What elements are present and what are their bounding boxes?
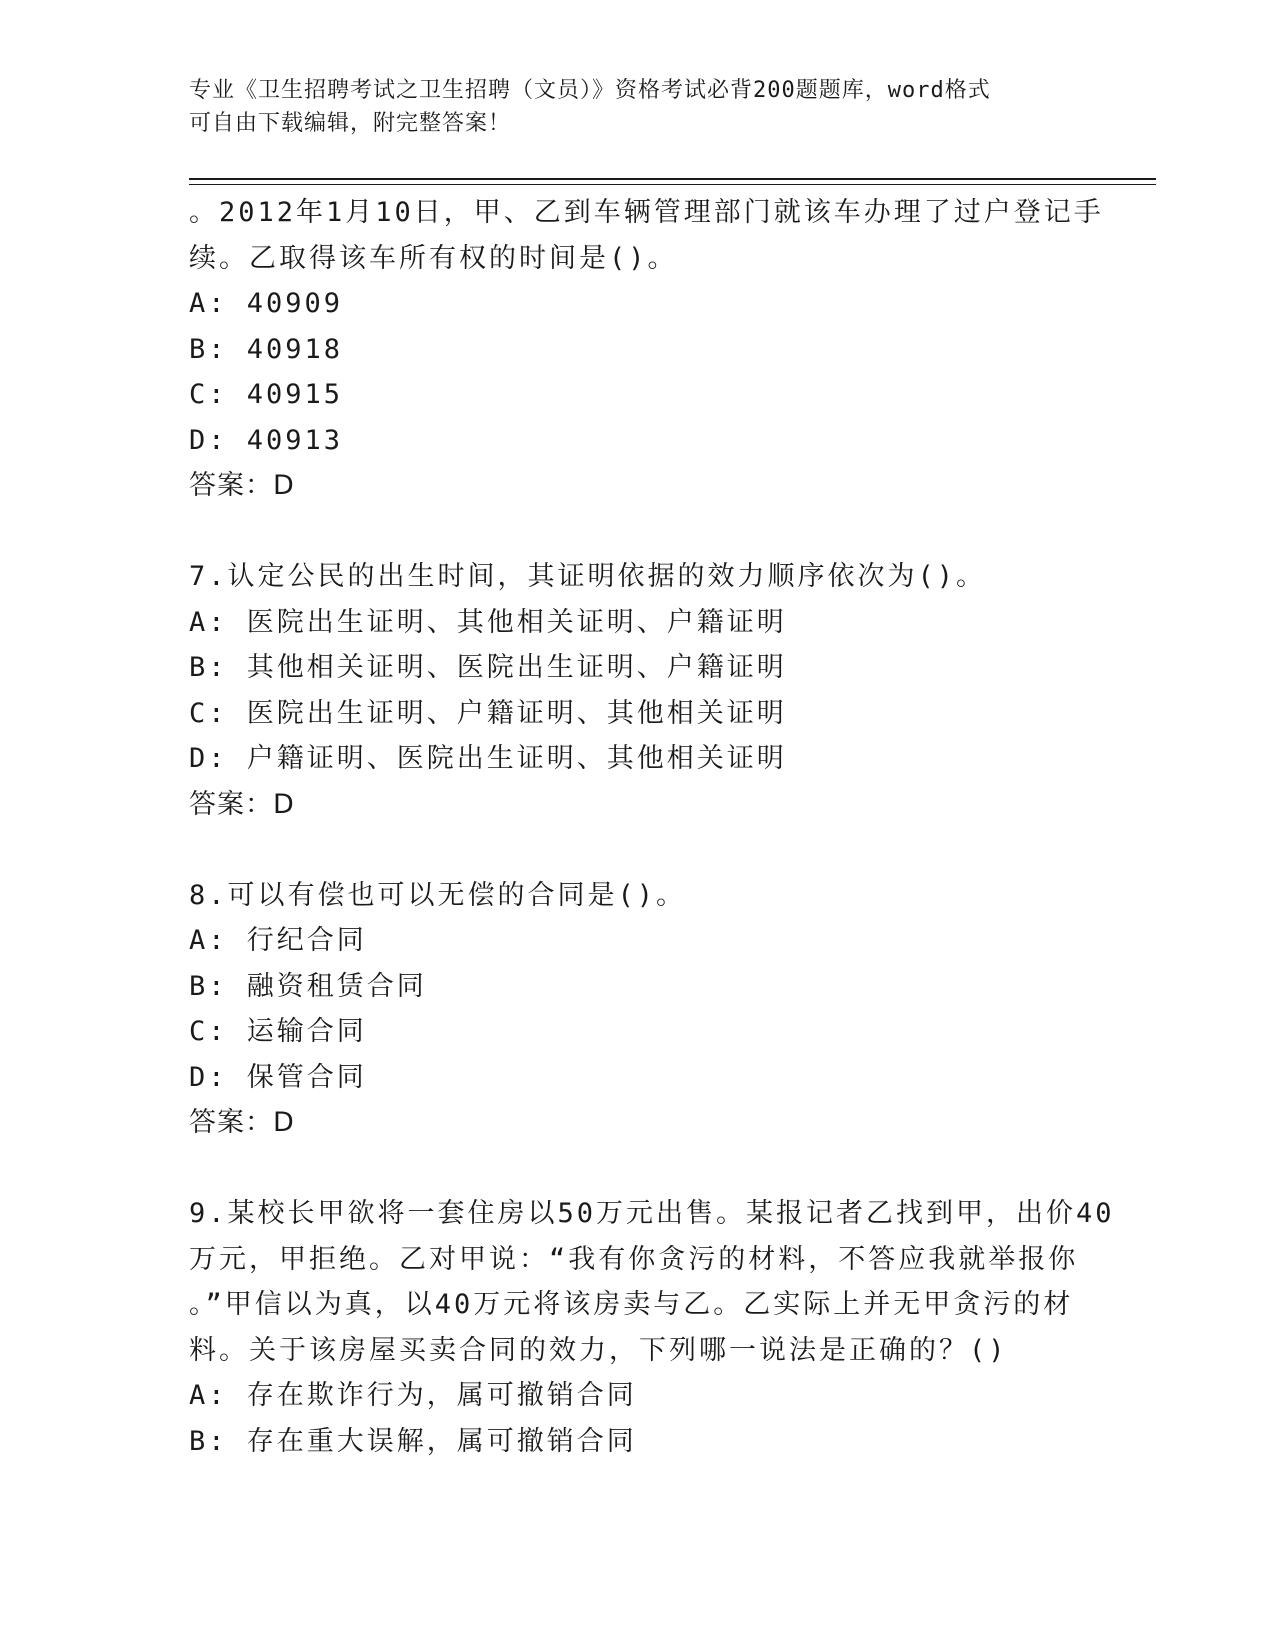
question-7 bbox=[189, 554, 1089, 827]
question-6 bbox=[189, 190, 1104, 509]
option-b: B: 融资租赁合同 bbox=[189, 970, 427, 1002]
option-d: D: 40913 bbox=[189, 424, 344, 456]
question-8 bbox=[189, 873, 1089, 1146]
header-divider-thick bbox=[189, 178, 1156, 180]
option-b: B: 40918 bbox=[189, 333, 344, 365]
question-content bbox=[189, 190, 1115, 1464]
question-stem: 8.可以有偿也可以无偿的合同是()。 bbox=[189, 879, 687, 911]
option-a: A: 医院出生证明、其他相关证明、户籍证明 bbox=[189, 606, 787, 638]
question-stem-line: 9.某校长甲欲将一套住房以50万元出售。某报记者乙找到甲，出价40 bbox=[189, 1198, 1115, 1229]
header-line-2: 可自由下载编辑，附完整答案！ bbox=[189, 111, 512, 136]
document-header bbox=[189, 74, 1089, 140]
spacer bbox=[189, 1146, 1089, 1192]
question-stem-line: 。2012年1月10日，甲、乙到车辆管理部门就该车办理了过户登记手 bbox=[189, 197, 1104, 228]
answer: 答案：D bbox=[189, 470, 295, 501]
answer: 答案：D bbox=[189, 788, 295, 820]
question-stem-line: 。”甲信以为真，以40万元将该房卖与乙。乙实际上并无甲贪污的材 bbox=[189, 1289, 1074, 1320]
option-c: C: 运输合同 bbox=[189, 1016, 367, 1047]
option-d: D: 保管合同 bbox=[189, 1061, 367, 1093]
spacer bbox=[189, 827, 1089, 873]
option-c: C: 40915 bbox=[189, 379, 344, 410]
question-9 bbox=[189, 1191, 1115, 1464]
answer: 答案：D bbox=[189, 1107, 295, 1138]
header-divider-thin bbox=[189, 184, 1156, 185]
question-stem-line: 续。乙取得该车所有权的时间是()。 bbox=[189, 242, 678, 274]
option-d: D: 户籍证明、医院出生证明、其他相关证明 bbox=[189, 743, 787, 774]
spacer bbox=[189, 509, 1089, 555]
option-b: B: 存在重大误解，属可撤销合同 bbox=[189, 1425, 637, 1457]
option-c: C: 医院出生证明、户籍证明、其他相关证明 bbox=[189, 697, 787, 729]
question-stem-line: 万元，甲拒绝。乙对甲说：“我有你贪污的材料，不答应我就举报你 bbox=[189, 1243, 1079, 1275]
option-b: B: 其他相关证明、医院出生证明、户籍证明 bbox=[189, 652, 787, 683]
option-a: A: 40909 bbox=[189, 288, 344, 319]
option-a: A: 存在欺诈行为，属可撤销合同 bbox=[189, 1380, 637, 1411]
header-line-1: 专业《卫生招聘考试之卫生招聘（文员）》资格考试必背200题题库，word格式 bbox=[189, 78, 991, 103]
question-stem: 7.认定公民的出生时间，其证明依据的效力顺序依次为()。 bbox=[189, 561, 987, 592]
option-a: A: 行纪合同 bbox=[189, 925, 367, 956]
question-stem-line: 料。关于该房屋买卖合同的效力，下列哪一说法是正确的？() bbox=[189, 1334, 1008, 1366]
